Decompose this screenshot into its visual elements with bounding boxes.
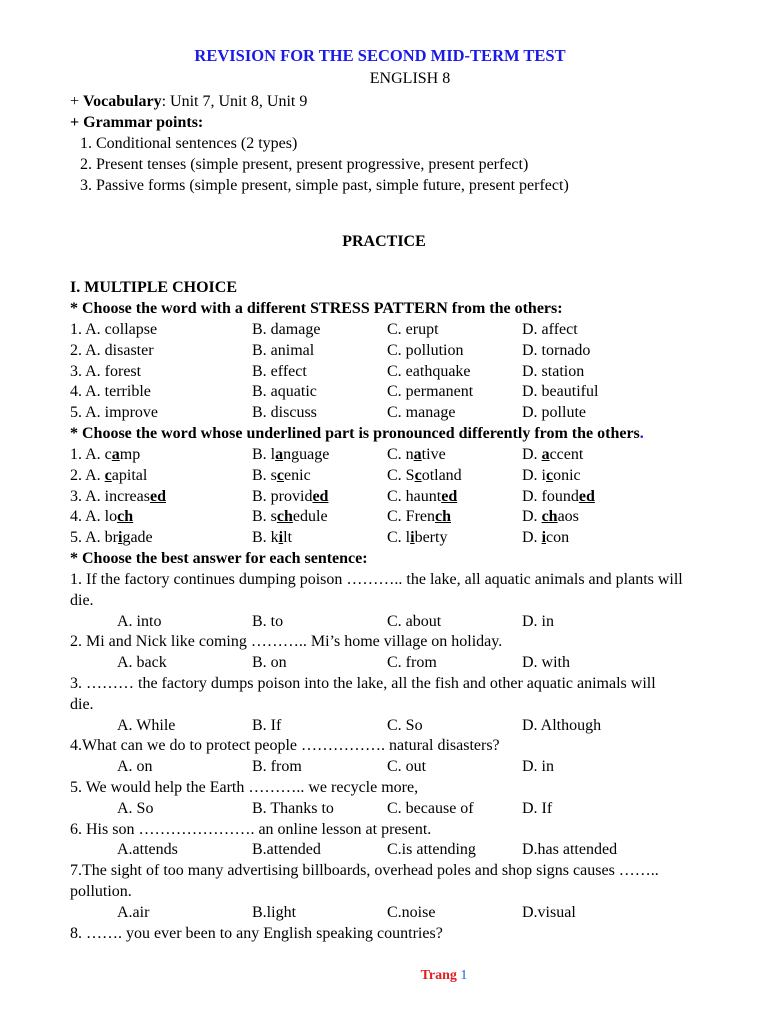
word-part: D. <box>522 446 542 463</box>
word-part: C. S <box>387 466 415 484</box>
grammar-point: 2. Present tenses (simple present, present progressive, present perfect) <box>80 156 529 173</box>
word-part: enic <box>284 466 311 484</box>
stress-option: 4. A. terrible <box>70 383 151 401</box>
pronunciation-option <box>387 445 446 465</box>
answer-option: C.noise <box>387 903 436 921</box>
answer-option: B. to <box>252 612 284 630</box>
word-part: con <box>546 529 570 547</box>
pronunciation-option <box>387 528 447 548</box>
practice-heading: PRACTICE <box>342 233 426 250</box>
word-part: D. <box>522 508 542 526</box>
vocab-label: Vocabulary <box>83 93 162 110</box>
pronunciation-option <box>70 507 133 527</box>
underlined-part: ch <box>541 508 558 526</box>
underlined-part: ed <box>441 487 458 505</box>
best-answer-instruction: * Choose the best answer for each sentence: <box>70 550 368 567</box>
question-text: 3. ……… the factory dumps poison into the lake, all the fish and other aquatic animals will <box>70 675 656 692</box>
stress-option: C. pollution <box>387 341 464 359</box>
word-part: onic <box>553 466 581 484</box>
answer-option: A. into <box>117 612 162 630</box>
word-part: D. i <box>522 466 546 484</box>
answer-option: A.attends <box>117 841 178 859</box>
answer-option: D. in <box>522 758 554 776</box>
stress-option: B. damage <box>252 321 321 338</box>
underlined-part: i <box>410 529 415 547</box>
word-part: C. Fren <box>387 508 435 526</box>
pronunciation-option <box>522 466 581 486</box>
document-subtitle: ENGLISH 8 <box>369 70 451 87</box>
pronunciation-option <box>252 487 328 507</box>
word-part: B. s <box>252 508 277 526</box>
underlined-part: a <box>111 446 120 463</box>
document-title: REVISION FOR THE SECOND MID-TERM TEST <box>194 46 566 65</box>
vocabulary-line <box>70 92 307 112</box>
stress-option: C. permanent <box>387 383 474 401</box>
pronunciation-instruction <box>70 424 644 444</box>
answer-option: A.air <box>117 903 150 921</box>
underlined-part: c <box>276 466 285 484</box>
word-part: nguage <box>283 446 330 463</box>
underlined-part: c <box>546 466 554 484</box>
pronunciation-option <box>70 445 140 465</box>
underlined-part: i <box>118 529 123 547</box>
grammar-point: 3. Passive forms (simple present, simple past, simple future, present perfect) <box>80 177 569 194</box>
word-part: ccent <box>549 446 584 463</box>
question-text: 4.What can we do to protect people ……………. natural disasters? <box>70 737 500 755</box>
pronunciation-option <box>522 528 569 548</box>
word-part: B. l <box>252 446 276 463</box>
pronunciation-option <box>252 466 311 486</box>
question-text: 8. ……. you ever been to any English speaking countries? <box>70 924 443 942</box>
answer-option: B.attended <box>252 841 321 859</box>
word-part: edule <box>292 508 328 526</box>
word-part: lt <box>283 529 293 547</box>
pronunciation-option <box>252 528 292 548</box>
answer-option: B. Thanks to <box>252 799 334 817</box>
stress-option: B. aquatic <box>252 383 317 401</box>
question-text: 6. His son …………………. an online lesson at present. <box>70 820 432 838</box>
question-text: 2. Mi and Nick like coming ……….. Mi’s home village on holiday. <box>70 633 503 651</box>
answer-option: D. with <box>522 654 570 672</box>
stress-option: C. eathquake <box>387 362 471 380</box>
pronunciation-option <box>522 507 579 527</box>
answer-option: C. because of <box>387 799 474 817</box>
pronunciation-option <box>522 487 595 507</box>
word-part: C. n <box>387 446 414 463</box>
answer-option: C. So <box>387 716 423 734</box>
stress-option: D. tornado <box>522 341 591 359</box>
word-part: 2. A. <box>70 466 105 484</box>
answer-option: B.light <box>252 903 297 921</box>
underlined-part: ed <box>149 487 166 505</box>
underlined-part: i <box>278 529 284 547</box>
word-part: C. haunt <box>387 487 442 505</box>
word-part: 5. A. br <box>70 529 118 547</box>
pronunciation-option <box>252 445 329 465</box>
underlined-part: c <box>104 466 112 484</box>
answer-option: A. back <box>117 654 167 672</box>
pron-instruction-text: * Choose the word whose underlined part is pronounced differently from the others <box>70 425 640 442</box>
grammar-label: + Grammar points: <box>70 114 204 131</box>
underlined-part: ed <box>578 487 595 505</box>
answer-option: B. on <box>252 654 287 672</box>
question-text: 7.The sight of too many advertising billboards, overhead poles and shop signs causes …….. <box>70 862 659 880</box>
stress-option: B. effect <box>252 362 307 380</box>
answer-option: B. from <box>252 758 302 776</box>
question-text: 5. We would help the Earth ……….. we recycle more, <box>70 779 419 796</box>
stress-option: D. affect <box>522 321 578 338</box>
answer-option: A. So <box>117 799 154 817</box>
pronunciation-option <box>387 466 462 486</box>
underlined-part: ch <box>117 508 134 526</box>
underlined-part: i <box>541 529 547 547</box>
word-part: tive <box>421 446 446 463</box>
pronunciation-option <box>387 507 451 527</box>
question-text: die. <box>70 695 94 713</box>
underlined-part: c <box>414 466 422 484</box>
stress-option: 1. A. collapse <box>70 321 158 338</box>
answer-option: A. While <box>117 716 176 734</box>
underlined-part: a <box>275 446 284 463</box>
answer-option: C. from <box>387 654 437 672</box>
question-text: 1. If the factory continues dumping poison ……….. the lake, all aquatic animals and plants will <box>70 571 683 588</box>
stress-option: D. beautiful <box>522 383 599 401</box>
page-number: 1 <box>460 968 468 983</box>
stress-option: 2. A. disaster <box>70 341 154 359</box>
word-part: 1. A. c <box>70 446 112 463</box>
answer-option: D.has attended <box>522 841 618 859</box>
word-part: apital <box>111 466 148 484</box>
stress-option: C. manage <box>387 404 456 422</box>
page-footer <box>60 968 768 984</box>
stress-option: D. pollute <box>522 404 586 422</box>
word-part: 3. A. increas <box>70 487 150 505</box>
pronunciation-option <box>70 487 166 507</box>
word-part: 4. A. lo <box>70 508 118 526</box>
stress-instruction: * Choose the word with a different STRESS PATTERN from the others: <box>70 300 563 317</box>
grammar-point: 1. Conditional sentences (2 types) <box>80 135 298 152</box>
word-part: D. found <box>522 487 579 505</box>
word-part: B. k <box>252 529 279 547</box>
word-part: B. s <box>252 466 277 484</box>
footer-label: Trang <box>420 968 461 983</box>
vocab-text: : Unit 7, Unit 8, Unit 9 <box>161 93 308 110</box>
pronunciation-option <box>387 487 457 507</box>
answer-option: C. out <box>387 758 427 776</box>
stress-option: 3. A. forest <box>70 362 142 380</box>
pronunciation-option <box>70 466 147 486</box>
word-part: mp <box>119 446 141 463</box>
pronunciation-option <box>522 445 583 465</box>
pronunciation-option <box>70 528 153 548</box>
word-part: D. <box>522 529 542 547</box>
pronunciation-option <box>252 507 328 527</box>
answer-option: C.is attending <box>387 841 476 859</box>
word-part: C. l <box>387 529 411 547</box>
question-text: pollution. <box>70 883 132 900</box>
underlined-part: a <box>541 446 550 463</box>
pron-instruction-dot: . <box>639 425 644 442</box>
underlined-part: ch <box>276 508 293 526</box>
answer-option: D. in <box>522 612 554 630</box>
underlined-part: a <box>413 446 422 463</box>
vocab-prefix: + <box>70 93 84 110</box>
answer-option: A. on <box>117 758 153 776</box>
answer-option: D. Although <box>522 716 602 734</box>
word-part: B. provid <box>252 487 313 505</box>
answer-option: B. If <box>252 716 282 734</box>
word-part: aos <box>557 508 579 526</box>
question-text: die. <box>70 591 94 609</box>
answer-option: D.visual <box>522 903 576 921</box>
word-part: gade <box>122 529 153 547</box>
stress-option: 5. A. improve <box>70 404 158 422</box>
stress-option: B. animal <box>252 341 315 359</box>
answer-option: C. about <box>387 612 442 630</box>
answer-option: D. If <box>522 799 553 817</box>
stress-option: D. station <box>522 362 585 380</box>
stress-option: C. erupt <box>387 321 439 338</box>
word-part: otland <box>421 466 462 484</box>
word-part: berty <box>414 529 448 547</box>
underlined-part: ed <box>312 487 329 505</box>
section-heading: I. MULTIPLE CHOICE <box>70 279 237 296</box>
underlined-part: ch <box>435 508 451 526</box>
stress-option: B. discuss <box>252 404 317 422</box>
